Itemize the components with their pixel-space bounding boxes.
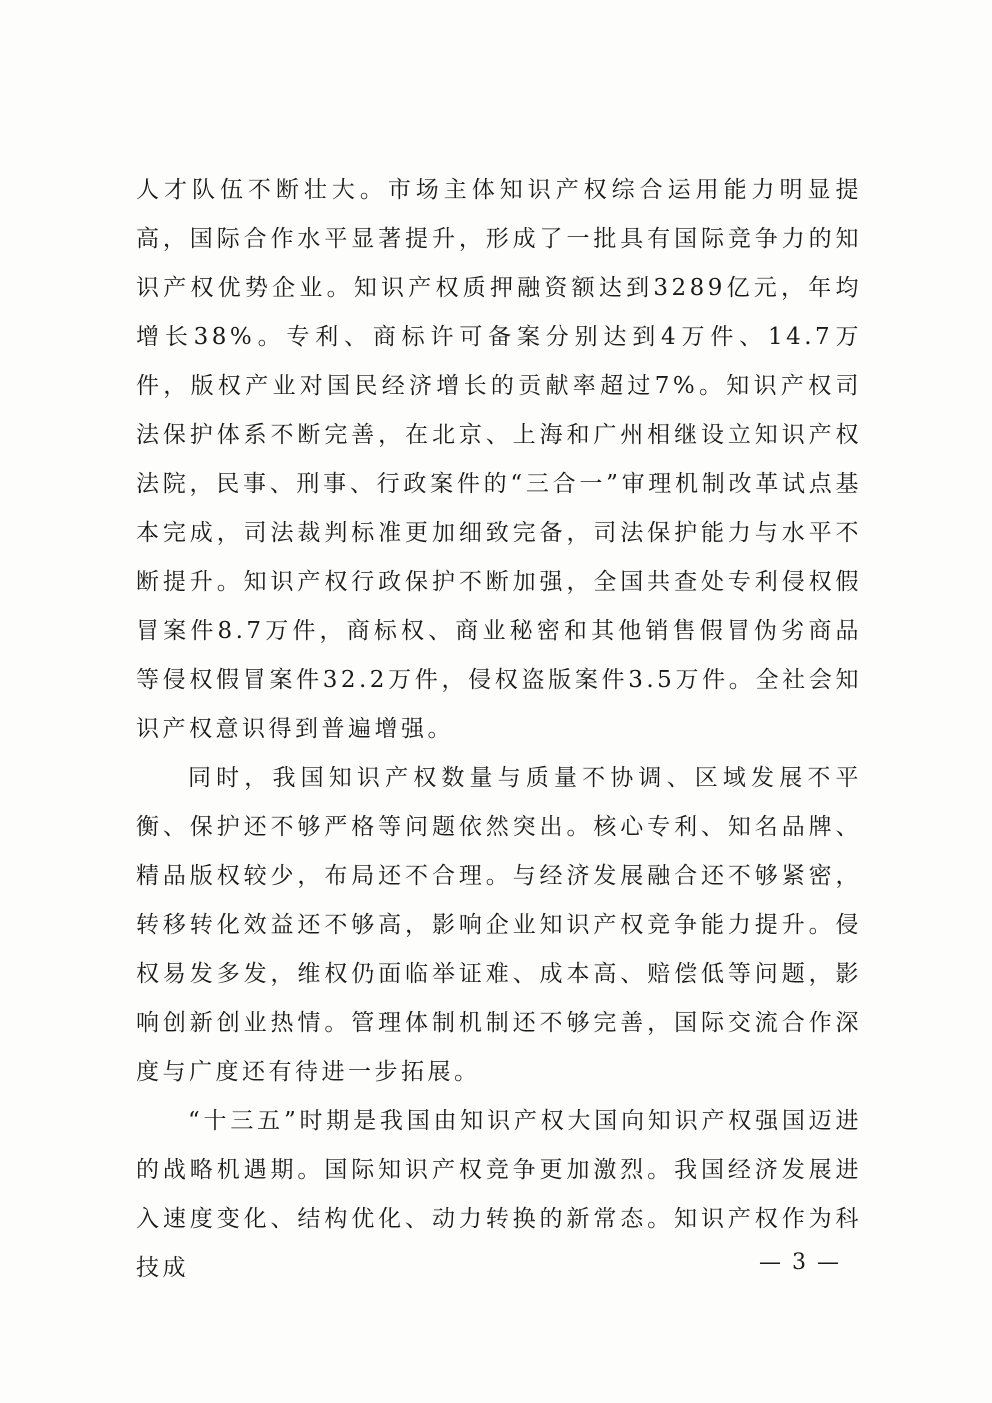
body-text xyxy=(136,166,862,1293)
paragraph-3: “十三五”时期是我国由知识产权大国向知识产权强国迈进的战略机遇期。国际知识产权竞争更加激烈。我国经济发展进入速度变化、结构优化、动力转换的新常态。知识产权作为科技成 xyxy=(136,1108,862,1281)
paragraph-1: 人才队伍不断壮大。市场主体知识产权综合运用能力明显提高，国际合作水平显著提升，形成了一批具有国际竞争力的知识产权优势企业。知识产权质押融资额达到3289亿元，年均增长38%。专利、商标许可备案分别达到4万件、14.7万件，版权产业对国民经济增长的贡献率超过7%。知识产权司法保护体系不断完善，在北京、上海和广州相继设立知识产权法院，民事、刑事、行政案件的“三合一”审理机制改革试点基本完成，司法裁判标准更加细致完备，司法保护能力与水平不断提升。知识产权行政保护不断加强，全国共查处专利侵权假冒案件8.7万件，商标权、商业秘密和其他销售假冒伪劣商品等侵权假冒案件32.2万件，侵权盗版案件3.5万件。全社会知识产权意识得到普遍增强。 xyxy=(136,177,862,742)
page-number: — 3 — xyxy=(759,1250,841,1275)
paragraph-2: 同时，我国知识产权数量与质量不协调、区域发展不平衡、保护还不够严格等问题依然突出。核心专利、知名品牌、精品版权较少，布局还不合理。与经济发展融合还不够紧密，转移转化效益还不够高，影响企业知识产权竞争能力提升。侵权易发多发，维权仍面临举证难、成本高、赔偿低等问题，影响创新创业热情。管理体制机制还不够完善，国际交流合作深度与广度还有待进一步拓展。 xyxy=(136,765,862,1085)
